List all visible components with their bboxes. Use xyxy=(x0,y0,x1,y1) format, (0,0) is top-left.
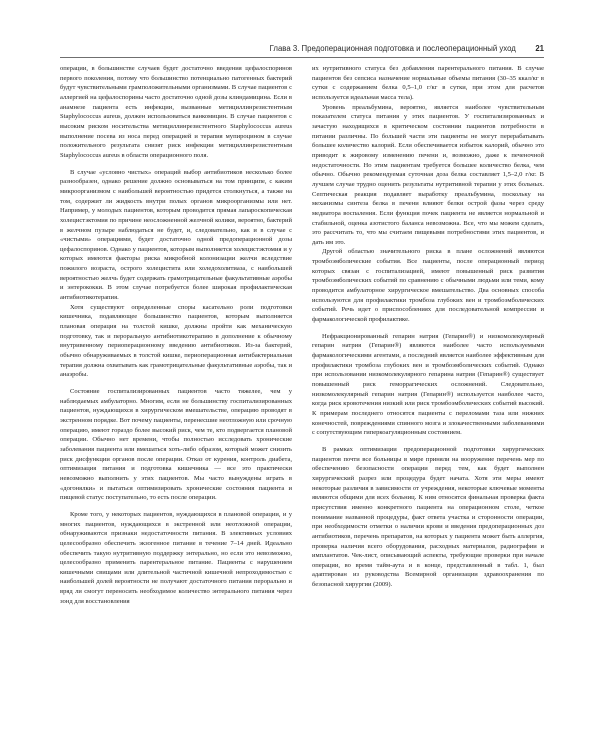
left-column xyxy=(60,64,292,606)
paragraph: В случае «условно чистых» операций выбор антибиотиков несколько более разнообразен, однако решение должно основываться на том принципе, с каким микроорганизмом с наибольшей вероятностью придется столкнуться, а также на том, содержит ли жидкость внутри полых органов микроорганизмы или нет. Например, у молодых пациентов, которым проводится прямая лапароскопическая холецистэктомия по причине неосложненной желчной колики, вероятно, бактерий в желчном пузыре наблюдаться не будет, и, следовательно, как и в случае с «чистыми» операциями, будет достаточно одной предоперационной дозы цефалоспоринов. Однако у пациентов, которым выполняется холецистэктомия и у которых имеются факторы риска микробной колонизации желчи вследствие пожилого возраста, острого холецистита или холедохолитиаза, с наибольшей вероятностью желчь будет содержать грамотрицательные факультативные аэробы и энтерококки. В этом случае потребуется более широкая профилактическая антибиотикотерапия. xyxy=(60,168,292,302)
page-number: 21 xyxy=(535,44,544,53)
right-column xyxy=(312,64,544,590)
paragraph: В рамках оптимизации предоперационной подготовки хирургических пациентов почти все больницы в мире приняли на вооружение перечень мер по обеспечению безопасности операции перед тем, как будет выполнен хирургический разрез или процедура будет начата. Хотя эти меры имеют некоторые различия в зависимости от учреждения, некоторые ключевые моменты являются общими для всех больниц. К ним относятся финальная проверка факта присутствия именно конкретного пациента на операционном столе, четкое понимание названной процедуры, факт ответа участка и сторонности операции, при необходимости отметки о наличии крови и введения предоперационных доз антибиотиков, перечень препаратов, на которых у пациента может быть аллергия, проверка наличия всего оборудования, расходных материалов, радиографии и имплантатов. Чек-лист, описывающий аспекты, требующие проверки при начале операции, во время тайм-аута и в конце, представленный в табл. 1, был адаптирован из руководства Всемирной организации здравоохранения по безопасной хирургии (2009). xyxy=(312,445,544,589)
header-rule xyxy=(60,57,544,58)
paragraph: Хотя существуют определенные споры касательно роли подготовки кишечника, подавляющее большинство пациентов, которым выполняется плановая операция на толстой кишке, должны пройти как механическую подготовку, так и пероральную антибиотикотерапию в дополнение к обычному внутривенному периоперационному введению антибиотиков. Из-за бактерий, обычно обнаруживаемых в толстой кишке, периоперационная антибактериальная терапия должна охватывать как грамотрицательные факультативные аэробы, так и анаэробы. xyxy=(60,303,292,379)
paragraph: их нутритивного статуса без добавления парентерального питания. В случае пациентов без сепсиса назначение нормальные объемы питания (30–35 ккал/кг в сутки с содержанием белка 0,5–1,0 г/кг в сутки, при этом для расчетов используется идеальная масса тела). xyxy=(312,65,544,101)
paragraph: Нефракционированный гепарин натрия (Гепарин®) и низкомолекулярный гепарин натрия (Гепарин®) являются наиболее часто используемыми фармакологическими агентами, а последний является наиболее эффективным для профилактики тромбоза глубоких вен и тромбоэмболических событий. Однако при использовании низкомолекулярного гепарина натрия (Гепарин®) существует повышенный риск геморрагических осложнений. Следовательно, низкомолекулярный гепарин натрия (Гепарин®) используется наиболее часто, когда риск кровотечения низкий или риск тромбоэмболических событий высокий. К примерам последнего относятся пациенты с переломами таза или нижних конечностей, повреждениями спинного мозга и злокачественными заболеваниями с сопутствующим гиперкоагуляционным состоянием. xyxy=(312,332,544,437)
running-header xyxy=(60,44,544,54)
paragraph: Уровень преальбумина, вероятно, является наиболее чувствительным показателем статуса питания у этих пациентов. У госпитализированных и зачастую находящихся в критическом состоянии пациентов потребности в питании различны. По большей части эти пациенты не могут перерабатывать большее количество калорий. Если обеспечивается избыток калорий, обычно это приводит к жировому изменению печени и, возможно, даже к печеночной недостаточности. Но этим пациентам требуется большее количество белка, чем обычно. Обычно рекомендуемая суточная доза белка составляет 1,5–2,0 г/кг. В лучшем случае трудно оценить результаты нутритивной терапии у этих больных. Септическая реакция подавляет выработку преальбумина, поскольку на механизмы синтеза белка в печени влияют белки острой фазы через среду медиатора воспаления. Если функция почек пациента не является нормальной и стабильной, оценка азотистого баланса невозможна. Все, что мы можем сделать, это рассчитать то, что мы считаем пищевыми потребностями этих пациентов, и дать им это. xyxy=(312,103,544,246)
chapter-title: Глава 3. Предоперационная подготовка и послеоперационный уход xyxy=(269,44,516,53)
paragraph: Состояние госпитализированных пациентов часто тяжелее, чем у наблюдаемых амбулаторно. Многим, если не большинству госпитализированных пациентов, нуждающихся в хирургическом вмешательстве, операцию проводят в экстренном порядке. Вот почему пациенты, перенесшие неотложную или срочную операцию, имеют гораздо более высокий риск, чем те, кто подвергается плановой операции. Обычно нет времени, чтобы полностью исследовать хронические заболевания пациента или вмешаться хоть-либо образом, который может снизить риск дисфункции органов после операции. Отказ от курения, контроль диабета, оптимизация питания и подготовка кишечника — все это практически невозможно выполнить у этих пациентов. Мы часто вынуждены играть в «догонялки» и пытаться оптимизировать хронические состояния пациента и пищевой статус поступательно, то есть после операции. xyxy=(60,388,292,502)
paragraph: операции, в большинстве случаев будет достаточно введения цефалоспоринов первого поколения, потому что большинство потенциально патогенных бактерий будут чувствительными грамположительными организмами. В случае пациентов с аллергией на цефалоспорины часто достаточно одной дозы клиндамицина. Если в анамнезе пациента есть инфекции, вызванные метициллинрезистентным Staphylococcus aureus, должен использоваться ванкомицин. В случае пациентов с высоким риском носительства метициллинрезистентного Staphylococcus aureus выполнение посева из носа перед операцией и терапия мупироцином в случае положительного результата снизят риск инфекции метициллинрезистентным Staphylococcus aureus в области операционного поля. xyxy=(60,65,292,159)
paragraph: Кроме того, у некоторых пациентов, нуждающихся в плановой операции, и у многих пациентов, нуждающихся в экстренной или неотложной операции, обнаруживаются признаки недостаточности питания. В элективных условиях целесообразно обеспечить экзогенное питание в течение 7–14 дней. Идеально обеспечить такую нутритивную поддержку энтерально, но если это невозможно, целесообразно применить парентеральное питание. Пациенты с нарушением кишечными свищами или длительной частичной кишечной непроходимостью с наибольшей долей вероятности не получают достаточного питания перорально и вряд ли смогут переносить необходимое количество энтерального питания через зонд для восстановления xyxy=(60,510,292,605)
paragraph: Другой областью значительного риска в плане осложнений являются тромбоэмболические события. Все пациенты, после операционный период которых связан с госпитализацией, имеют повышенный риск развития тромбоэмболических событий по сравнению с обычными людьми или теми, кому проводится амбулаторное хирургическое вмешательство. Два основных способа используются для профилактики тромбоза глубоких вен и тромбоэмболических событий. Речь идет о приспособлениях для последовательной компрессии и фармакологической профилактике. xyxy=(312,248,544,324)
